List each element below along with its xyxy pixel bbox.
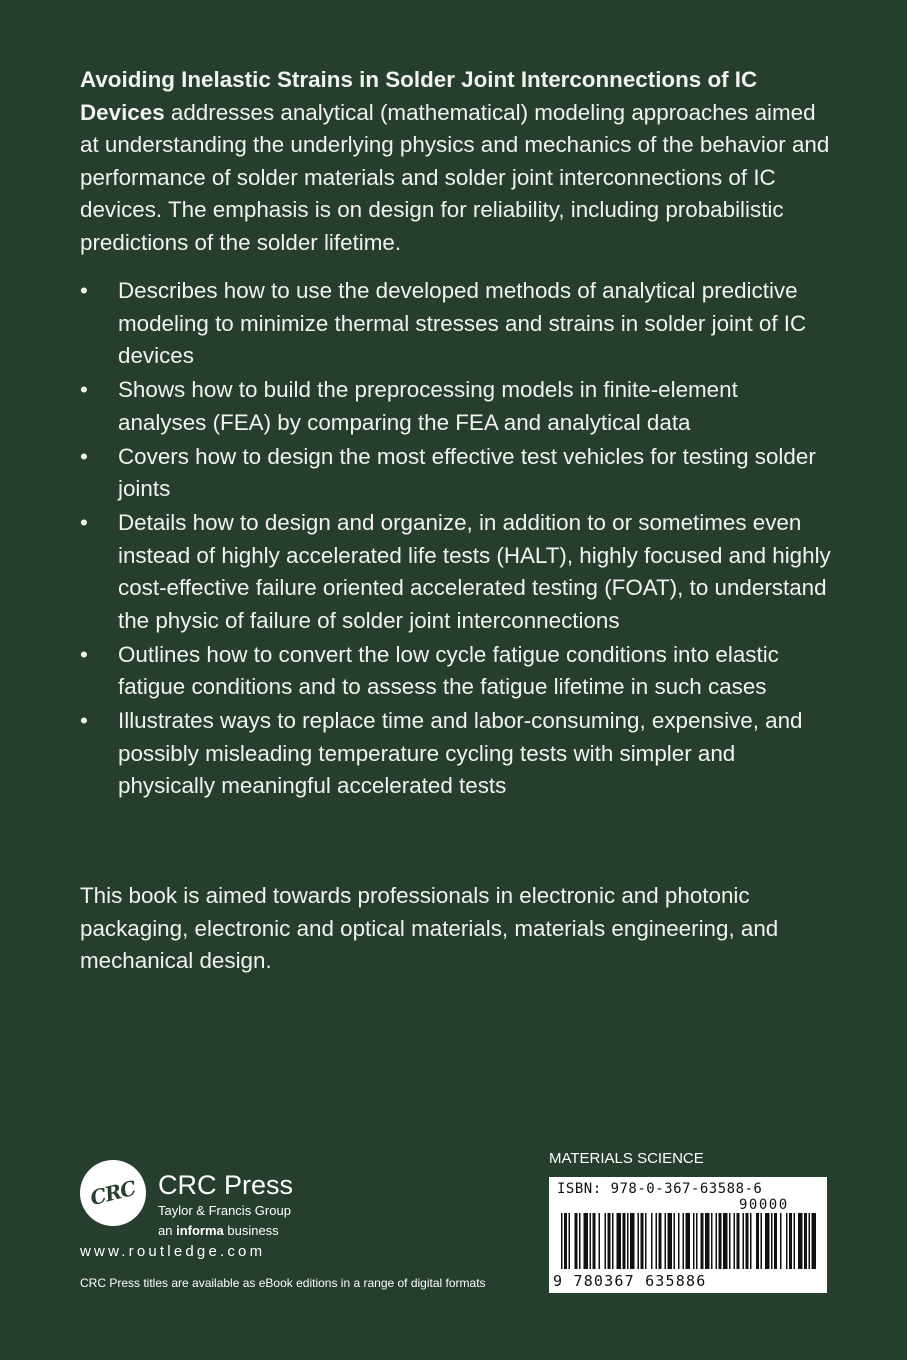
ean-number: 9 780367 635886 xyxy=(553,1272,707,1290)
feature-item xyxy=(80,705,832,803)
barcode-bar xyxy=(630,1213,635,1269)
book-description xyxy=(80,64,832,260)
bullet-icon: • xyxy=(80,443,88,469)
feature-list xyxy=(80,275,832,804)
price-code: 90000 xyxy=(739,1197,789,1213)
bullet-icon: • xyxy=(80,641,88,667)
barcode-bar xyxy=(701,1213,704,1269)
barcode-bar xyxy=(804,1213,807,1269)
barcode-bar xyxy=(780,1213,782,1269)
ebook-note: CRC Press titles are available as eBook editions in a range of digital formats xyxy=(80,1276,486,1290)
publisher-website[interactable]: www.routledge.com xyxy=(80,1243,266,1260)
barcode-bar xyxy=(645,1213,647,1269)
barcode-bar xyxy=(678,1213,680,1269)
feature-item xyxy=(80,507,832,637)
barcode-bar xyxy=(593,1213,596,1269)
crc-logo-icon xyxy=(80,1160,146,1226)
book-title: Avoiding Inelastic Strains in Solder Joint Interconnections of IC Devices xyxy=(80,67,758,125)
bullet-icon: • xyxy=(80,377,88,403)
barcode-bar xyxy=(617,1213,622,1269)
barcode-bar xyxy=(812,1213,817,1269)
barcode-bar xyxy=(605,1213,607,1269)
barcode-bar xyxy=(756,1213,759,1269)
barcode-bar xyxy=(665,1213,667,1269)
bullet-icon: • xyxy=(80,510,88,536)
barcode-bar xyxy=(774,1213,777,1269)
publisher-name: CRC Press xyxy=(158,1170,294,1200)
barcode-bar xyxy=(693,1213,695,1269)
barcode-bar xyxy=(737,1213,740,1269)
isbn-barcode xyxy=(549,1177,827,1293)
barcode-bar xyxy=(786,1213,788,1269)
barcode-bar xyxy=(564,1213,567,1269)
barcode-bar xyxy=(579,1213,581,1269)
feature-item xyxy=(80,441,832,506)
barcode-bar xyxy=(561,1213,563,1269)
barcode-bar xyxy=(734,1213,736,1269)
barcode-bar xyxy=(651,1213,653,1269)
barcode-bar xyxy=(627,1213,629,1269)
barcode-bar xyxy=(623,1213,626,1269)
barcode-bar xyxy=(743,1213,745,1269)
barcode-bar xyxy=(729,1213,731,1269)
barcode-bar xyxy=(746,1213,749,1269)
barcode-bar xyxy=(794,1213,796,1269)
isbn-number: ISBN: 978-0-367-63588-6 xyxy=(557,1181,763,1197)
barcode-bar xyxy=(711,1213,713,1269)
barcode-bar xyxy=(608,1213,611,1269)
barcode-bar xyxy=(809,1213,811,1269)
bullet-icon: • xyxy=(80,278,88,303)
barcode-bar xyxy=(696,1213,698,1269)
barcode-bar xyxy=(719,1213,722,1269)
barcode-bar xyxy=(771,1213,773,1269)
barcode-bar xyxy=(638,1213,640,1269)
barcode-bar xyxy=(641,1213,644,1269)
publisher-group: Taylor & Francis Group xyxy=(158,1203,291,1218)
barcode-bar xyxy=(599,1213,601,1269)
feature-item xyxy=(80,275,832,373)
barcode-bar xyxy=(612,1213,614,1269)
barcode-bar xyxy=(575,1213,578,1269)
barcode-bar xyxy=(798,1213,803,1269)
barcode-bar xyxy=(686,1213,691,1269)
barcode-bar xyxy=(659,1213,662,1269)
barcode-bar xyxy=(789,1213,792,1269)
barcode-bar xyxy=(656,1213,658,1269)
feature-text: Shows how to build the preprocessing models in finite-element analyses (FEA) by comparing the FEA and analytical data xyxy=(118,377,738,435)
feature-item xyxy=(80,374,832,439)
audience-statement: This book is aimed towards professionals in electronic and photonic packaging, electronic and optical materials, materials engineering, and mechanical design. xyxy=(80,883,779,974)
feature-text: Illustrates ways to replace time and labor-consuming, expensive, and possibly misleading temperature cycling tests with simpler and physically meaningful accelerated tests xyxy=(118,708,803,799)
barcode-bar xyxy=(590,1213,592,1269)
feature-text: Outlines how to convert the low cycle fatigue conditions into elastic fatigue conditions and to assess the fatigue lifetime in such cases xyxy=(118,641,779,700)
barcode-bar xyxy=(765,1213,770,1269)
barcode-bar xyxy=(668,1213,673,1269)
barcode-bar xyxy=(683,1213,685,1269)
publisher-informa: an informa business xyxy=(158,1223,279,1238)
barcode-bar xyxy=(750,1213,752,1269)
feature-item xyxy=(80,639,832,704)
feature-text: Describes how to use the developed methods of analytical predictive modeling to minimize thermal stresses and strains in solder joint of IC devices xyxy=(118,278,807,369)
subject-category: MATERIALS SCIENCE xyxy=(549,1150,704,1167)
barcode-bar xyxy=(705,1213,710,1269)
feature-text: Covers how to design the most effective test vehicles for testing solder joints xyxy=(118,443,816,502)
barcode-bar xyxy=(723,1213,728,1269)
barcode-bar xyxy=(674,1213,676,1269)
barcode-bar xyxy=(716,1213,718,1269)
bullet-icon: • xyxy=(80,708,88,734)
crc-logo-text: CRC xyxy=(88,1175,138,1211)
barcode-bar xyxy=(569,1213,571,1269)
description-text: addresses analytical (mathematical) modeling approaches aimed at understanding the underlying physics and mechanics of the behavior and performance of solder materials and solder joint interconnections of IC devices. The emphasis is on design for reliability, including probabilistic predictions of the solder lifetime. xyxy=(80,99,830,255)
feature-text: Details how to design and organize, in addition to or sometimes even instead of highly accelerated life tests (HALT), highly focused and highly cost-effective failure oriented accelerated testing (FOAT), to understand the physic of failure of solder joint interconnections xyxy=(118,510,831,633)
barcode-bar xyxy=(761,1213,763,1269)
barcode-bar xyxy=(584,1213,589,1269)
